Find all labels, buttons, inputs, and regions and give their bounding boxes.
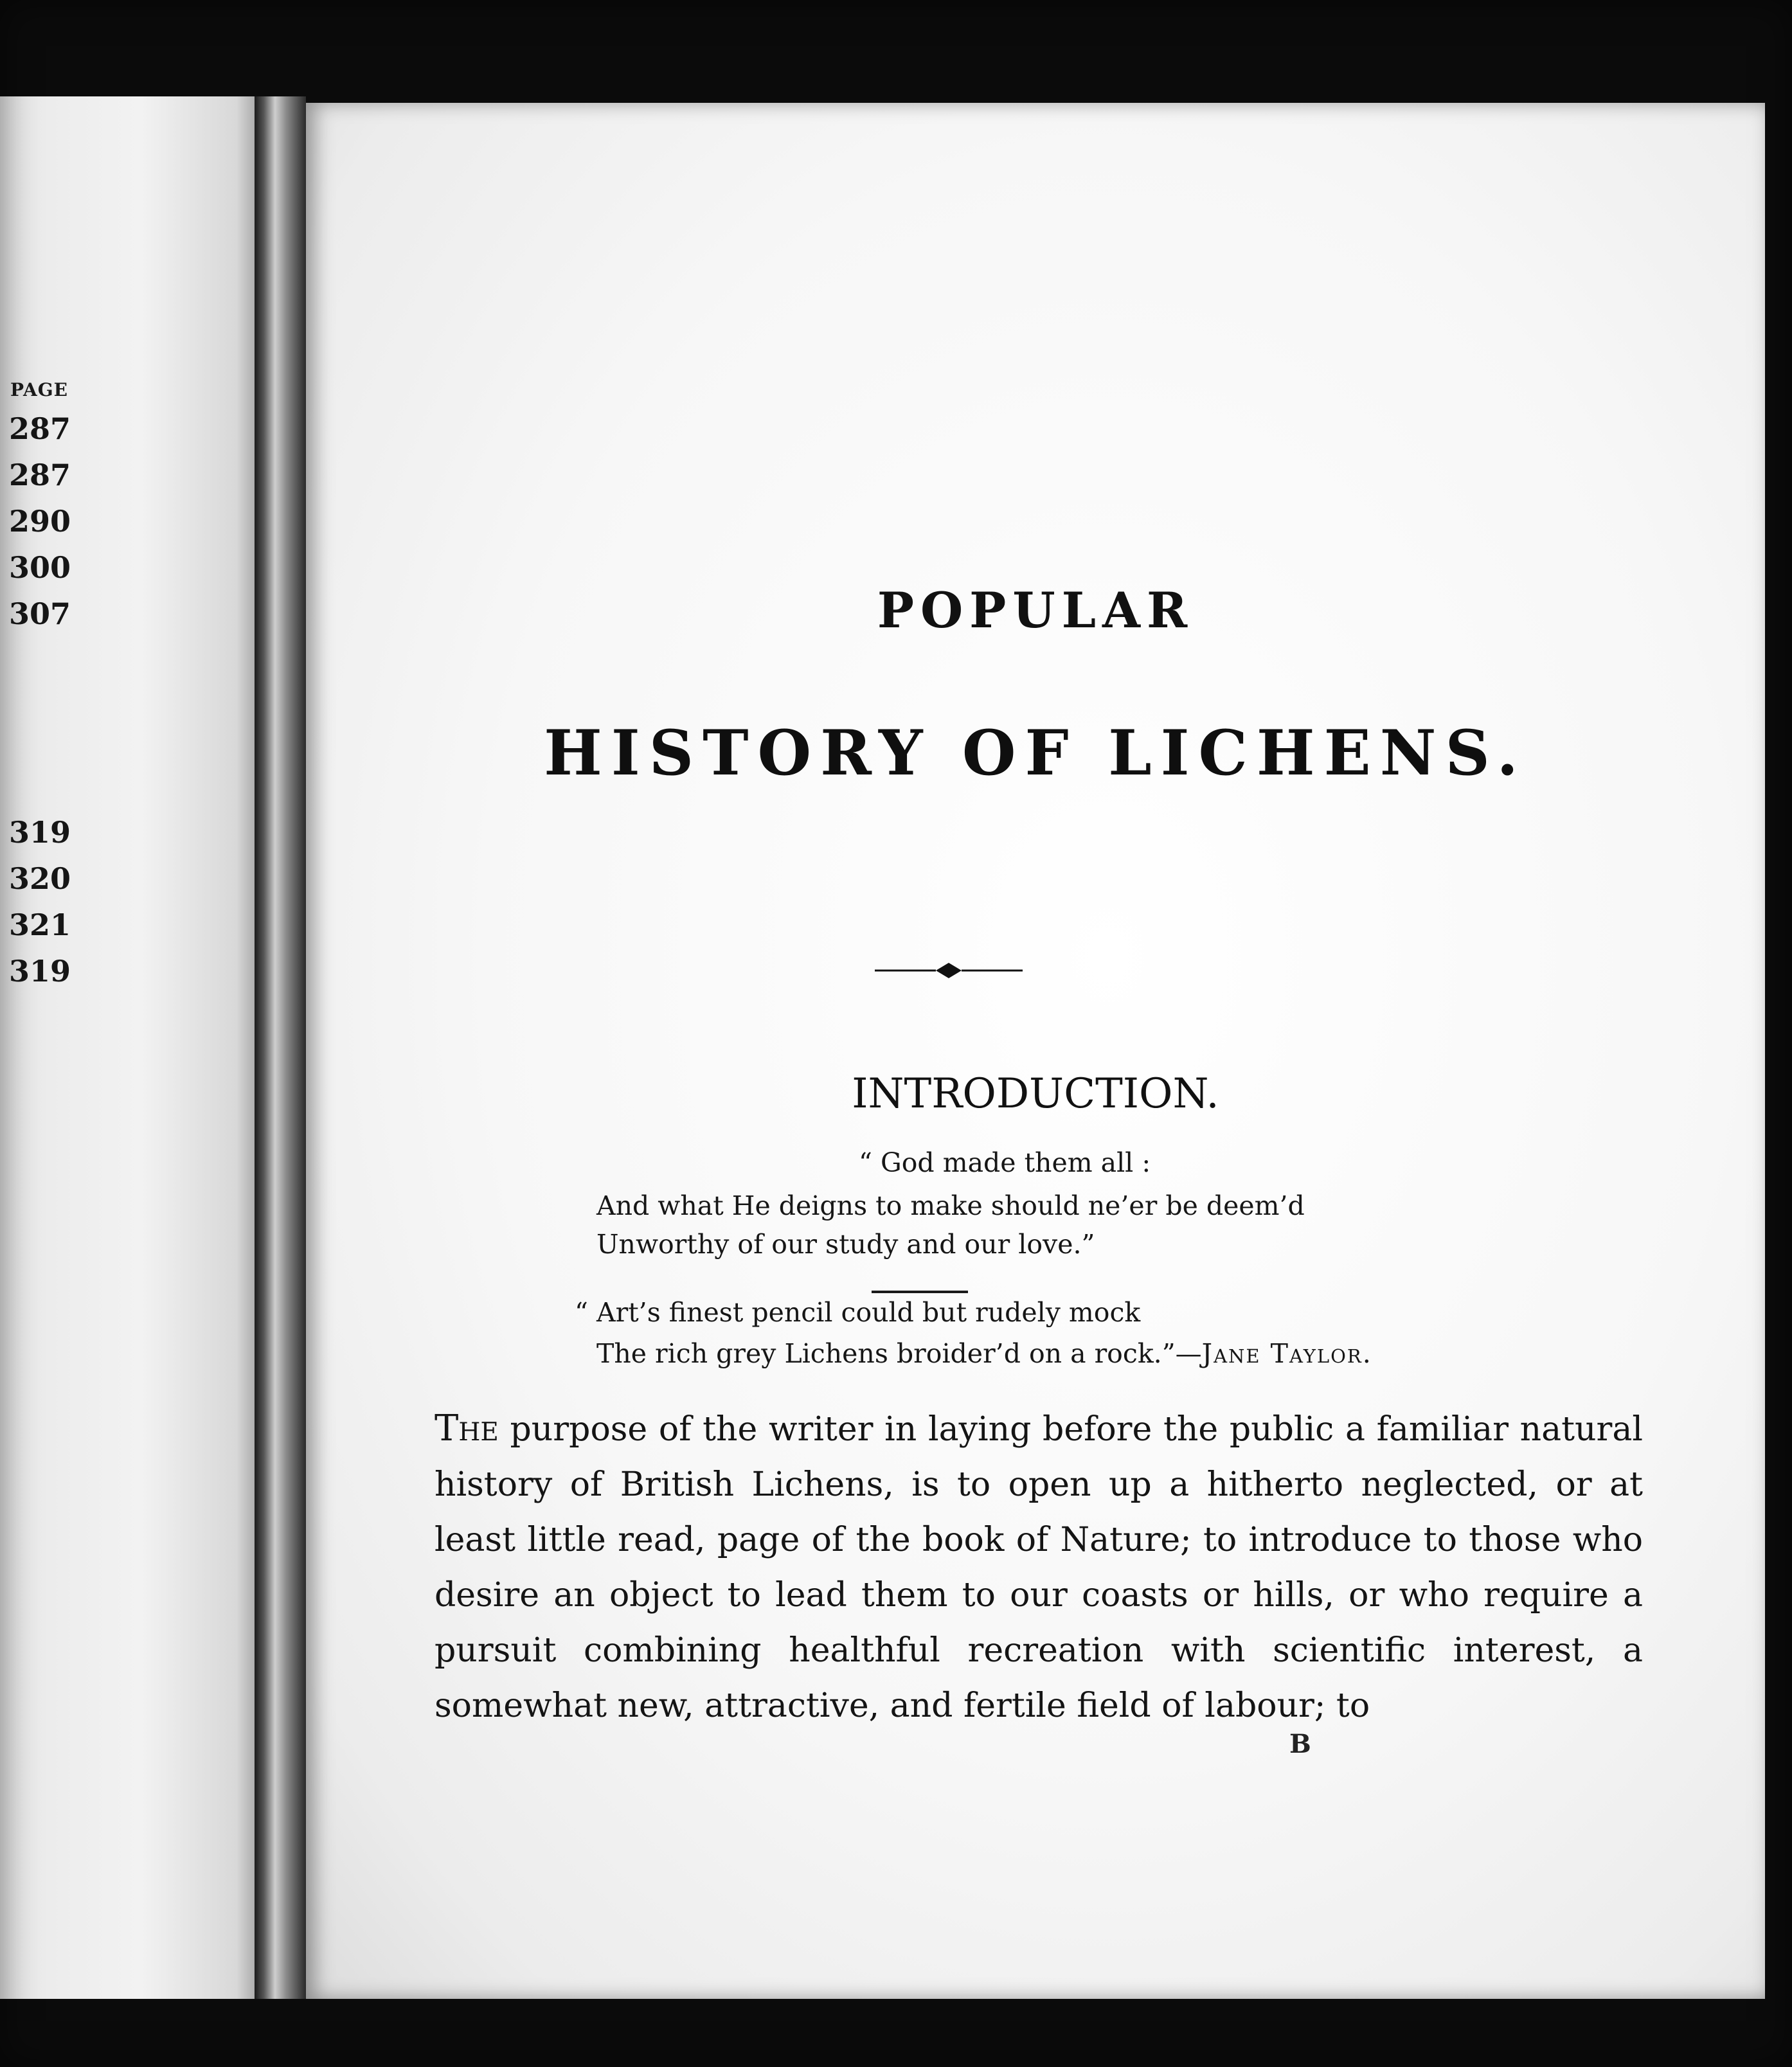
body-lead-word: The	[435, 1408, 499, 1449]
main-page	[306, 103, 1765, 1999]
body-paragraph	[435, 1401, 1643, 1733]
toc-page-label: PAGE	[10, 379, 68, 400]
toc-page-number: 307	[9, 596, 71, 631]
toc-page-number: 319	[9, 815, 71, 850]
epigraph-line: And what He deigns to make should ne’er be deem’d	[596, 1190, 1305, 1221]
toc-page-number: 320	[9, 861, 71, 896]
epigraph-line-with-attribution	[596, 1338, 1372, 1369]
epigraph-line: “ Art’s finest pencil could but rudely mock	[575, 1297, 1141, 1328]
signature-mark: B	[1289, 1729, 1311, 1759]
toc-page-number: 287	[9, 411, 71, 446]
epigraph-line: “ God made them all :	[859, 1147, 1151, 1178]
epigraph-attribution: Jane Taylor.	[1201, 1338, 1372, 1369]
toc-page-number: 287	[9, 458, 71, 492]
book-title: HISTORY OF LICHENS.	[544, 717, 1527, 789]
body-text: purpose of the writer in laying before the public a familiar natural history of British Lichens, is to open up a hitherto neglected, or at least little read, page of the book of Nature; to introduce to those who desire an object to lead them to our coasts or hills, or who require a pursuit combining healthful recreation with scientific interest, a somewhat new, attractive, and fertile field of labour; to	[435, 1410, 1643, 1725]
epigraph-line: The rich grey Lichens broider’d on a rock.”—	[596, 1338, 1202, 1369]
toc-page-number: 300	[9, 550, 71, 585]
book-gutter	[255, 96, 306, 1999]
toc-page-number: 290	[9, 504, 71, 539]
epigraph-separator	[872, 1291, 968, 1293]
section-heading: INTRODUCTION.	[852, 1070, 1219, 1118]
ornament-divider-icon	[875, 961, 1023, 980]
epigraph-line: Unworthy of our study and our love.”	[596, 1229, 1095, 1260]
title-top: POPULAR	[877, 582, 1194, 639]
toc-page-number: 321	[9, 908, 71, 942]
toc-page-number: 319	[9, 954, 71, 989]
